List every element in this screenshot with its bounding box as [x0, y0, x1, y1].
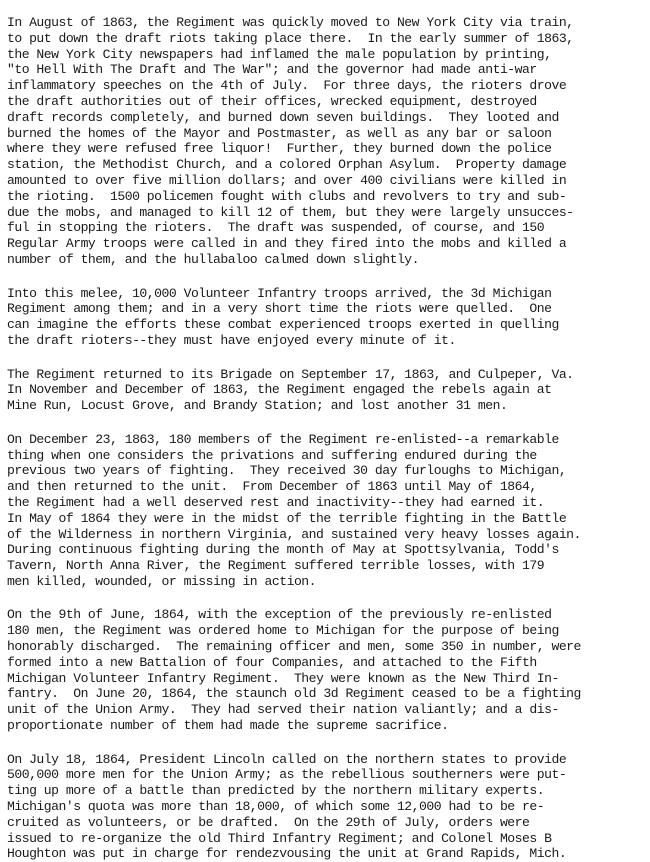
text-line: During continuous fighting during the month of May at Spottsylvania, Todd's [7, 542, 559, 558]
text-line: of the Wilderness in northern Virginia, and sustained very heavy losses again. [7, 526, 581, 542]
text-line: In May of 1864 they were in the midst of the terrible fighting in the Battle [7, 510, 567, 526]
paragraph-lincoln-call-for-men [7, 752, 640, 862]
text-line: station, the Methodist Church, and a colored Orphan Asylum. Property damage [7, 157, 567, 173]
text-line: ting up more of a battle than predicted by the northern military experts. [7, 783, 545, 799]
text-line: On July 18, 1864, President Lincoln called on the northern states to provide [7, 751, 567, 767]
text-line: Mine Run, Locust Grove, and Brandy Station; and lost another 31 men. [7, 398, 508, 414]
text-line: the draft rioters--they must have enjoyed every minute of it. [7, 332, 456, 348]
text-line: On December 23, 1863, 180 members of the Regiment re-enlisted--a remarkable [7, 431, 559, 447]
text-line: burned the homes of the Mayor and Postmaster, as well as any bar or saloon [7, 125, 552, 141]
text-line: Houghton was put in charge for rendezvousing the unit at Grand Rapids, Mich. [7, 846, 567, 862]
text-line: formed into a new Battalion of four Companies, and attached to the Fifth [7, 654, 537, 670]
text-line: In August of 1863, the Regiment was quickly moved to New York City via train, [7, 15, 574, 30]
text-line: where they were refused free liquor! Further, they burned down the police [7, 141, 552, 157]
text-line: inflammatory speeches on the 4th of July. For three days, the rioters drove [7, 78, 567, 94]
text-line: "to Hell With The Draft and The War"; and the governor had made anti-war [7, 62, 537, 78]
text-line: draft records completely, and burned down seven buildings. They looted and [7, 109, 559, 125]
paragraph-volunteer-troops-arrive [7, 286, 640, 349]
text-line: Regiment among them; and in a very short time the riots were quelled. One [7, 301, 552, 317]
text-line: honorably discharged. The remaining officer and men, some 350 in number, were [7, 639, 581, 655]
text-line: On the 9th of June, 1864, with the exception of the previously re-enlisted [7, 607, 552, 623]
text-line: can imagine the efforts these combat experienced troops exerted in quelling [7, 317, 559, 333]
paragraph-return-to-brigade [7, 367, 640, 414]
paragraph-honorable-discharge [7, 607, 640, 733]
text-line: Tavern, North Anna River, the Regiment suffered terrible losses, with 179 [7, 558, 545, 574]
text-line: cruited as volunteers, or be drafted. On the 29th of July, orders were [7, 814, 530, 830]
text-line: previous two years of fighting. They received 30 day furloughs to Michigan, [7, 463, 567, 479]
text-line: due the mobs, and managed to kill 12 of them, but they were largely unsucces- [7, 204, 574, 220]
text-line: amounted to over five million dollars; and over 400 civilians were killed in [7, 172, 567, 188]
text-line: to put down the draft riots taking place there. In the early summer of 1863, [7, 30, 574, 46]
text-line: ful in stopping the rioters. The draft was suspended, of course, and 150 [7, 220, 545, 236]
text-line: fantry. On June 20, 1864, the staunch old 3d Regiment ceased to be a fighting [7, 686, 581, 702]
text-line: Michigan's quota was more than 18,000, of which some 12,000 had to be re- [7, 799, 545, 815]
text-line: men killed, wounded, or missing in action. [7, 573, 317, 589]
text-line: Michigan Volunteer Infantry Regiment. They were known as the New Third In- [7, 670, 559, 686]
text-line: 500,000 more men for the Union Army; as the rebellious southerners were put- [7, 767, 567, 783]
text-line: Into this melee, 10,000 Volunteer Infantry troops arrived, the 3d Michigan [7, 285, 552, 301]
text-line: the rioting. 1500 policemen fought with clubs and revolvers to try and sub- [7, 188, 567, 204]
text-line: and then returned to the unit. From December of 1863 until May of 1864, [7, 479, 537, 495]
text-line: issued to re-organize the old Third Infantry Regiment; and Colonel Moses B [7, 830, 552, 846]
text-line: In November and December of 1863, the Regiment engaged the rebels again at [7, 382, 552, 398]
paragraph-re-enlistment [7, 432, 640, 590]
text-line: 180 men, the Regiment was ordered home to Michigan for the purpose of being [7, 623, 559, 639]
text-line: the Regiment had a well deserved rest and inactivity--they had earned it. [7, 494, 545, 510]
text-line: The Regiment returned to its Brigade on September 17, 1863, and Culpeper, Va. [7, 366, 574, 382]
text-line: the New York City newspapers had inflamed the male population by printing, [7, 46, 552, 62]
paragraph-new-york-draft-riots [7, 15, 640, 268]
text-line: proportionate number of them had made the supreme sacrifice. [7, 718, 449, 734]
text-line: number of them, and the hullabaloo calmed down slightly. [7, 251, 420, 267]
text-line: Regular Army troops were called in and they fired into the mobs and killed a [7, 236, 567, 252]
text-line: unit of the Union Army. They had served their nation valiantly; and a dis- [7, 702, 559, 718]
text-line: thing when one considers the privations and suffering endured during the [7, 447, 537, 463]
text-line: the draft authorities out of their offices, wrecked equipment, destroyed [7, 93, 537, 109]
